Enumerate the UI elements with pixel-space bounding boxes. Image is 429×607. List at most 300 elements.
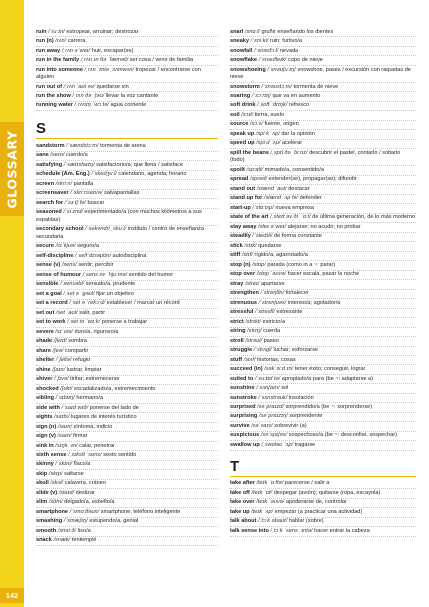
entry-definition: tormenta de nieve: [293, 83, 339, 90]
entry-phonetic: /səˈpraɪzɪŋ/: [258, 413, 288, 420]
entry-word: struggle: [230, 347, 253, 354]
entry-definition: compartir: [65, 347, 89, 354]
glossary-entry: [36, 413, 218, 422]
glossary-entry: [230, 432, 416, 441]
entry-definition: calavera, cráneo: [64, 480, 106, 487]
entry-phonetic: /ˈstreŋθn/: [260, 290, 285, 297]
page-number: 142: [0, 588, 24, 603]
entry-definition: establecer / marcar un récord: [106, 300, 180, 307]
entry-phonetic: /ˈstresfl/: [254, 309, 275, 316]
entry-word: spill the beans: [230, 149, 269, 156]
right-column: [230, 28, 416, 537]
entry-definition: sospechoso/a (be ~: desconfiar, sospechar): [288, 432, 398, 439]
glossary-entry: [36, 180, 218, 189]
entry-definition: hablar (sobre): [288, 518, 324, 525]
entry-definition: instituto / centro de enseñanza secundaria: [36, 226, 204, 240]
entry-word: run in the family: [36, 57, 80, 64]
glossary-entry: [36, 527, 218, 536]
entry-phonetic: /skʌl/: [50, 480, 64, 487]
entry-definition: parecerse / salir a: [284, 480, 330, 487]
glossary-entry: [230, 347, 416, 356]
glossary-entry: [230, 527, 416, 536]
entry-phonetic: /streɪ/: [244, 280, 260, 287]
entry-phonetic: /ˈsɪblɪŋ/: [55, 395, 75, 402]
entry-definition: estropear, arruinar; destrozar: [66, 28, 139, 35]
glossary-entry: [230, 92, 416, 101]
entry-word: state of the art: [230, 214, 269, 221]
entry-phonetic: /ˈruːɪn/: [48, 28, 65, 35]
glossary-entry: [36, 56, 218, 65]
glossary-entry: [230, 28, 416, 37]
entry-definition: liso/a: [77, 527, 91, 534]
entry-definition: salvapantallas: [103, 190, 140, 197]
entry-word: seasoned: [36, 209, 62, 216]
glossary-entry: [230, 384, 416, 393]
entry-word: ruin: [36, 28, 47, 35]
entry-phonetic: /stɒp/: [252, 261, 266, 268]
glossary-entry: [230, 111, 416, 120]
entry-definition: salir, partir: [79, 309, 106, 316]
entry-phonetic: /skɪp/: [48, 470, 63, 477]
entry-definition: calar, penetrar: [79, 442, 115, 449]
glossary-entry: [230, 309, 416, 318]
entry-word: run (n): [36, 38, 54, 45]
entry-phonetic: /teɪk ˈɑːftə/: [256, 480, 284, 487]
glossary-entry: [36, 47, 218, 56]
glossary-entry: [36, 470, 218, 479]
entry-definition: gruñir enseñando los dientes: [261, 28, 334, 35]
entry-definition: estricto/a: [262, 318, 286, 325]
entry-phonetic: /ˈsʌnstrəʊk/: [258, 394, 288, 401]
entry-definition: que va en aumento: [272, 93, 321, 99]
entry-word: sane: [36, 152, 49, 159]
entry-phonetic: /ˈstrenjuəs/: [258, 299, 287, 306]
glossary-entry: [36, 461, 218, 470]
glossary-entry: [230, 280, 416, 289]
entry-phonetic: /ˈsændstɔːm/: [66, 142, 99, 149]
entry-phonetic: /ʃaɪn/: [52, 366, 66, 373]
entry-phonetic: /ˈsnəʊʃuːɪŋ/: [267, 66, 296, 73]
entry-word: side with: [36, 404, 60, 411]
entry-definition: tropezar / encontrarse con alguien: [36, 66, 201, 81]
entry-word: sensible: [36, 281, 59, 288]
glossary-entry: [230, 130, 416, 139]
glossary-entry: [230, 102, 416, 111]
entry-word: sibling: [36, 395, 55, 402]
glossary-side-tab: [0, 0, 24, 607]
entry-phonetic: /spred/: [249, 176, 268, 183]
entry-word: search for: [36, 199, 64, 206]
entry-word: spoilt: [230, 166, 245, 173]
entry-phonetic: /ˈskedʒuːl/: [91, 171, 117, 178]
glossary-entry: [230, 185, 416, 194]
entry-phonetic: /ˌrʌn əˈweɪ/: [61, 47, 91, 54]
glossary-entry: [36, 338, 218, 347]
entry-word: steadily: [230, 233, 251, 240]
entry-definition: saltarse: [64, 470, 84, 477]
entry-definition: ser cosa / venir de familia: [129, 57, 194, 64]
glossary-entry: [230, 290, 416, 299]
entry-phonetic: /ˈtɔːk əbaʊt/: [257, 518, 288, 525]
entry-definition: destacar: [288, 185, 310, 192]
entry-word: succeed (in): [230, 366, 263, 373]
entry-word: snowstorm: [230, 83, 260, 90]
entry-word: sixth sense: [36, 451, 67, 458]
entry-phonetic: /stɪk/: [244, 242, 257, 249]
glossary-entry: [230, 47, 416, 56]
entry-phonetic: /ˈsaɪd wɪð/: [61, 404, 89, 411]
glossary-entry: [230, 66, 416, 83]
entry-phonetic: /slaɪd/: [58, 489, 75, 496]
entry-phonetic: /smuːð/: [57, 527, 77, 534]
glossary-entry: [230, 37, 416, 46]
entry-definition: flaco/a: [73, 461, 91, 468]
entry-definition: calendario, agenda; horario: [118, 171, 187, 178]
entry-definition: quedarse sin: [96, 83, 129, 90]
entry-definition: quedarse: [258, 242, 282, 249]
glossary-entry: [36, 142, 218, 151]
entry-word: source: [230, 121, 249, 128]
glossary-entry: [230, 121, 416, 130]
entry-phonetic: /strɪŋ/: [247, 328, 262, 335]
glossary-label: GLOSSARY: [4, 129, 20, 209]
entry-word: sense of humour: [36, 271, 82, 278]
entry-phonetic: /slɪm/: [48, 499, 63, 506]
entry-phonetic: /ˈsætɪsfaɪɪŋ/: [63, 161, 95, 168]
entry-word: sink in: [36, 442, 54, 449]
entry-phonetic: /ˌrʌn ˈaʊt əv/: [63, 83, 96, 90]
entry-phonetic: /ˌset ə ˈɡəʊl/: [63, 290, 95, 297]
entry-word: swallow up: [230, 441, 260, 448]
entry-word: take after: [230, 480, 255, 487]
entry-word: speak up: [230, 130, 255, 137]
glossary-entry: [230, 271, 416, 280]
s-entries-continued: [230, 28, 416, 451]
entry-definition: deslizar: [75, 489, 95, 496]
entry-phonetic: /ˈsnəʊfɔːl/: [253, 47, 279, 54]
glossary-entry: [230, 166, 416, 175]
entry-phonetic: /ˌselfˈdɪsəplɪn/: [74, 252, 111, 259]
entry-word: stuff: [230, 356, 243, 363]
entry-word: set to work: [36, 319, 66, 326]
glossary-entry: [36, 432, 218, 441]
entry-phonetic: /ʃɒkt/: [60, 385, 73, 392]
entry-definition: mimado/a, consentido/a: [264, 166, 325, 173]
entry-word: sights: [36, 414, 53, 421]
entry-phonetic: /sɪˈvɪə/: [55, 328, 73, 335]
entry-word: stand up for: [230, 195, 263, 202]
glossary-entry: [230, 480, 416, 489]
entry-word: shine: [36, 366, 51, 373]
entry-definition: luchar; esforzarse: [273, 347, 319, 354]
entry-phonetic: /sɔːs/: [249, 121, 263, 128]
entry-phonetic: /ˌset ə ˈrekɔːd/: [69, 300, 106, 307]
entry-word: run into someone: [36, 66, 83, 73]
entry-definition: defender: [299, 195, 322, 202]
entry-word: strict: [230, 318, 244, 325]
entry-definition: satisfactorio/a; que llena / satisface: [96, 161, 184, 168]
entry-phonetic: /spɔɪlt/: [246, 166, 264, 173]
letter-heading-t: T: [230, 458, 416, 477]
entry-phonetic: /stɪf/: [241, 252, 253, 259]
glossary-entry: [36, 518, 218, 527]
entry-definition: insolación: [288, 394, 314, 401]
glossary-entry: [230, 223, 416, 232]
entry-phonetic: /ˌrʌn ˈɪntə ˌsʌmwʌn/: [84, 66, 135, 73]
entry-word: shelter: [36, 357, 55, 364]
entry-word: share: [36, 347, 51, 354]
entry-definition: nueva empresa: [275, 204, 314, 211]
entry-word: snarl: [230, 28, 244, 35]
glossary-entry: [36, 28, 218, 37]
entry-phonetic: /ˌrʌn ɪn ðə ˈfæməli/: [80, 57, 129, 64]
entry-phonetic: /ʃeə/: [52, 347, 64, 354]
entry-word: stick: [230, 242, 243, 249]
entry-definition: sensato/a, prudente: [85, 281, 136, 288]
entry-word: strengthen: [230, 290, 259, 297]
glossary-entry: [230, 318, 416, 327]
glossary-entry: [36, 442, 218, 451]
entry-phonetic: /strɪkt/: [245, 318, 261, 325]
glossary-entry: [230, 337, 416, 346]
glossary-entry: [230, 56, 416, 65]
entry-definition: extender(se), propagar(se); difundir: [268, 176, 357, 183]
entry-word: self-discipline: [36, 252, 74, 259]
entry-phonetic: /ˌsɒft ˈdrɪŋk/: [257, 102, 288, 109]
glossary-entry: [36, 281, 218, 290]
entry-definition: estupendo/a, genial: [89, 518, 139, 525]
entry-word: stray: [230, 280, 244, 287]
entry-definition: fortalecer: [285, 290, 309, 297]
entry-word: sneaky: [230, 38, 249, 45]
entry-definition: ponerse del lado de: [89, 404, 139, 411]
entry-phonetic: /ˌtɔːk ˈsens ˌɪntə/: [270, 527, 313, 534]
entry-phonetic: /ˈsensəbl/: [59, 281, 85, 288]
entry-word: stroll: [230, 337, 244, 344]
entry-definition: nevada: [279, 47, 299, 54]
glossary-entry: [230, 195, 416, 204]
entry-phonetic: /sɔɪl/: [241, 111, 254, 118]
entry-phonetic: /ˈʃeltə/: [55, 357, 72, 364]
glossary-entry: [230, 299, 416, 308]
glossary-entry: [230, 252, 416, 261]
entry-word: soaring: [230, 93, 251, 99]
glossary-entry: [230, 499, 416, 508]
entry-definition: tener éxito; conseguir, lograr: [294, 366, 366, 373]
glossary-entry: [36, 357, 218, 366]
entry-definition: ponerse a trabajar: [101, 319, 148, 326]
entry-word: stay away: [230, 223, 257, 230]
entry-definition: de forma constante: [274, 233, 322, 240]
glossary-entry: [230, 149, 416, 166]
entry-phonetic: /snɑːl/: [244, 28, 260, 35]
entry-word: skull: [36, 480, 49, 487]
entry-word: suited to: [230, 375, 254, 382]
entry-definition: lustrar, limpiar: [66, 366, 102, 373]
entry-definition: de última generación, de lo más moderno: [312, 214, 416, 221]
entry-phonetic: /ˈstɑːtʌp/: [252, 204, 274, 211]
entry-phonetic: /stʌf/: [243, 356, 256, 363]
entry-word: running water: [36, 102, 73, 109]
glossary-entry: [230, 356, 416, 365]
entry-phonetic: /snæk/: [53, 537, 71, 544]
entry-word: schedule (Am. Eng.): [36, 171, 90, 178]
entry-phonetic: /ˈsmæʃɪŋ/: [63, 518, 88, 525]
entry-phonetic: /ˈsiːznd/: [63, 209, 83, 216]
glossary-entry: [36, 262, 218, 271]
glossary-entry: [36, 480, 218, 489]
entry-phonetic: /stɒp ˈəʊvə/: [256, 271, 287, 278]
entry-definition: apartarse: [260, 280, 285, 287]
entry-word: shiver: [36, 376, 53, 383]
entry-definition: sexto sentido: [103, 451, 137, 458]
entry-definition: huir, escapar(se): [91, 47, 134, 54]
entry-phonetic: /spiːd ˈʌp/: [256, 140, 281, 147]
glossary-entry: [36, 328, 218, 337]
glossary-entry: [230, 261, 416, 270]
entry-word: snack: [36, 537, 52, 544]
entry-phonetic: /teɪk ˈʌp/: [251, 508, 274, 515]
glossary-entry: [36, 309, 218, 318]
entry-phonetic: /saɪn/: [57, 433, 72, 440]
entry-phonetic: /saɪts/: [54, 414, 70, 421]
entry-word: smartphone: [36, 508, 69, 515]
entry-phonetic: /səkˈsiːd ɪn/: [264, 366, 294, 373]
entry-definition: copo de nieve: [288, 57, 323, 64]
glossary-tab-label: [0, 122, 24, 216]
glossary-entry: [230, 176, 416, 185]
entry-definition: alejarse; no acudir; no probar: [287, 223, 361, 230]
entry-phonetic: /ʃeɪd/: [53, 338, 67, 345]
entry-word: snowflake: [230, 57, 258, 64]
entry-definition: escadalizado/a, estremecimiento: [74, 385, 156, 392]
glossary-entry: [230, 422, 416, 431]
glossary-entry: [36, 83, 218, 92]
entry-definition: buscar: [87, 199, 105, 206]
glossary-entry: [230, 489, 416, 498]
entry-definition: sorprendente: [289, 413, 323, 420]
glossary-entry: [36, 499, 218, 508]
glossary-entry: [36, 347, 218, 356]
entry-definition: hacer entrar la cabeza: [314, 527, 370, 534]
glossary-entry: [230, 441, 416, 450]
entry-definition: delgado/a, esbelto/a: [64, 499, 115, 506]
entry-phonetic: /ˈsekəndri ˌskuːl/: [85, 226, 127, 233]
entry-word: stop over: [230, 271, 256, 278]
entry-word: stiff: [230, 252, 241, 259]
entry-definition: intenso/a; agotador/a: [287, 299, 341, 306]
entry-word: slide (v): [36, 489, 58, 496]
entry-word: severe: [36, 328, 54, 335]
entry-word: shocked: [36, 385, 59, 392]
entry-definition: carrera: [67, 38, 86, 45]
entry-definition: agua corriente: [110, 102, 147, 109]
entry-phonetic: /ˌswɒləʊ ˈʌp/: [261, 441, 294, 448]
glossary-entry: [36, 290, 218, 299]
entry-phonetic: /spiːk ˈʌp/: [255, 130, 280, 137]
entry-word: slim: [36, 499, 48, 506]
entry-definition: seguro/a: [77, 243, 100, 250]
entry-phonetic: /ˌspɪl ðə ˈbiːnz/: [270, 149, 308, 156]
entry-word: suspicious: [230, 432, 260, 439]
entry-definition: sol: [281, 385, 289, 392]
entry-definition: duro/a, riguroso/a: [74, 328, 119, 335]
glossary-entry: [230, 394, 416, 403]
entry-word: strenuous: [230, 299, 258, 306]
entry-definition: sentir; percibir: [78, 262, 114, 269]
entry-phonetic: /sɪˈkjʊə/: [55, 243, 76, 250]
entry-word: screensaver: [36, 190, 69, 197]
entry-definition: snowshoe, pases / excursión con raquetas de nieve: [230, 66, 411, 81]
entry-phonetic: /səˈspɪʃəs/: [260, 432, 288, 439]
entry-definition: cuerda: [263, 328, 281, 335]
glossary-entry: [36, 243, 218, 252]
glossary-entry: [230, 508, 416, 517]
entry-definition: tiritar; estremecerse: [70, 376, 120, 383]
entry-word: sense (v): [36, 262, 61, 269]
entry-word: sunstroke: [230, 394, 257, 401]
entry-phonetic: /ˈsɔːrɪŋ/: [251, 93, 271, 99]
entry-phonetic: /ˈsʌnʃaɪn/: [256, 385, 280, 392]
entry-phonetic: /ˈsmɑːtfəʊn/: [69, 508, 100, 515]
entry-word: speed up: [230, 140, 255, 147]
glossary-entry: [230, 242, 416, 251]
entry-word: stressful: [230, 309, 254, 316]
entry-phonetic: /ˌsteɪt əv ðiː ˈɑːt/: [270, 214, 311, 221]
entry-definition: refugio: [73, 357, 91, 364]
entry-definition: despegar (avión); quitarse (ropa, escayola): [273, 489, 381, 496]
entry-definition: acelerar: [281, 140, 303, 147]
glossary-entry: [230, 233, 416, 242]
entry-word: sunshine: [230, 385, 255, 392]
entry-definition: pantalla: [73, 180, 94, 187]
entry-definition: sentido del humor: [128, 271, 174, 278]
entry-definition: firmar: [73, 433, 88, 440]
glossary-entry: [36, 451, 218, 460]
entry-definition: tierra, suelo: [254, 111, 284, 118]
entry-word: stop (n): [230, 261, 251, 268]
glossary-entry: [36, 92, 218, 101]
entry-phonetic: /ˌsɪksθ ˈsens/: [68, 451, 102, 458]
entry-phonetic: /teɪk ˈɒf/: [251, 489, 273, 496]
s-entries: [36, 142, 218, 546]
entry-phonetic: /səˈvaɪv/: [251, 422, 273, 429]
entry-definition: sorprendido/a (be ~: sorprenderse): [285, 404, 373, 410]
entry-phonetic: /sɪŋk ˈɪn/: [55, 442, 78, 449]
entry-word: soil: [230, 111, 240, 118]
entry-word: satisfying: [36, 161, 63, 168]
entry-word: spread: [230, 176, 249, 183]
entry-phonetic: /stænd ˈʌp fə/: [263, 195, 299, 202]
entry-word: skinny: [36, 461, 54, 468]
entry-definition: hacer escala, pasar la noche: [287, 271, 360, 278]
entry-word: smooth: [36, 527, 57, 534]
entry-definition: dar la opinión: [281, 130, 315, 137]
entry-definition: ruin; furtivo/a: [269, 38, 303, 45]
entry-phonetic: /ˌset tə ˈwɜːk/: [67, 319, 101, 326]
entry-word: snowfall: [230, 47, 253, 54]
entry-word: snowshoeing: [230, 66, 266, 73]
entry-word: surprised: [230, 404, 256, 410]
entry-definition: cuerdo/a: [66, 152, 88, 159]
letter-heading-s: S: [36, 120, 218, 139]
entry-word: screen: [36, 180, 55, 187]
entry-word: smashing: [36, 518, 63, 525]
entry-definition: estresante: [276, 309, 303, 316]
entry-word: take up: [230, 508, 250, 515]
entry-phonetic: /strəʊl/: [245, 337, 263, 344]
entry-definition: fijar un objetivo: [96, 290, 134, 297]
